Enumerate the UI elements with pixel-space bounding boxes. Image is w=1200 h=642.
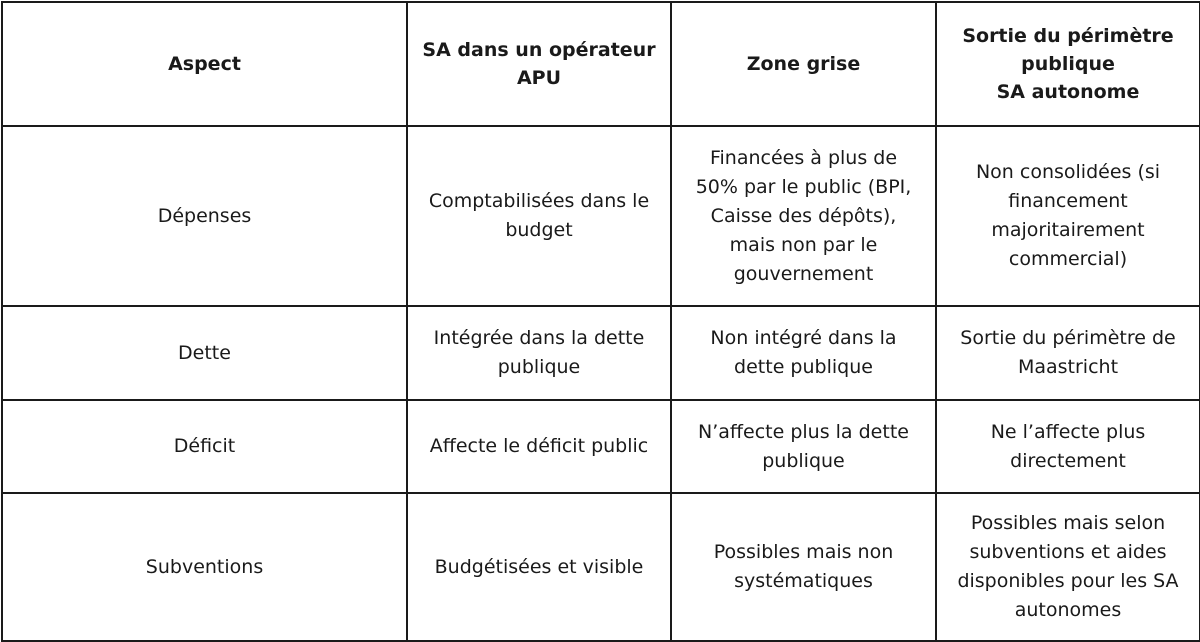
cell-sa-apu: Budgétisées et visible [407, 493, 671, 641]
cell-aspect: Déficit [2, 400, 407, 493]
header-aspect: Aspect [2, 2, 407, 126]
table-row [2, 400, 1200, 493]
cell-zone-grise: Non intégré dans la dette publique [671, 306, 936, 400]
cell-sa-apu: Affecte le déficit public [407, 400, 671, 493]
table-row [2, 126, 1200, 306]
cell-sa-apu: Comptabilisées dans le budget [407, 126, 671, 306]
cell-sortie: Possibles mais selon subventions et aides disponibles pour les SA autonomes [936, 493, 1200, 641]
cell-zone-grise: Possibles mais non systématiques [671, 493, 936, 641]
cell-sortie: Sortie du périmètre de Maastricht [936, 306, 1200, 400]
cell-sortie: Ne l’affecte plus directement [936, 400, 1200, 493]
table-row [2, 306, 1200, 400]
table-row [2, 493, 1200, 641]
cell-zone-grise: N’affecte plus la dette publique [671, 400, 936, 493]
cell-aspect: Dette [2, 306, 407, 400]
header-sa-apu: SA dans un opérateur APU [407, 2, 671, 126]
cell-sortie: Non consolidées (si financement majoritairement commercial) [936, 126, 1200, 306]
header-sortie: Sortie du périmètre publique SA autonome [936, 2, 1200, 126]
header-row [2, 2, 1200, 126]
cell-zone-grise: Financées à plus de 50% par le public (BPI, Caisse des dépôts), mais non par le gouvernement [671, 126, 936, 306]
header-zone-grise: Zone grise [671, 2, 936, 126]
cell-sa-apu: Intégrée dans la dette publique [407, 306, 671, 400]
comparison-table [1, 1, 1200, 642]
cell-aspect: Subventions [2, 493, 407, 641]
cell-aspect: Dépenses [2, 126, 407, 306]
